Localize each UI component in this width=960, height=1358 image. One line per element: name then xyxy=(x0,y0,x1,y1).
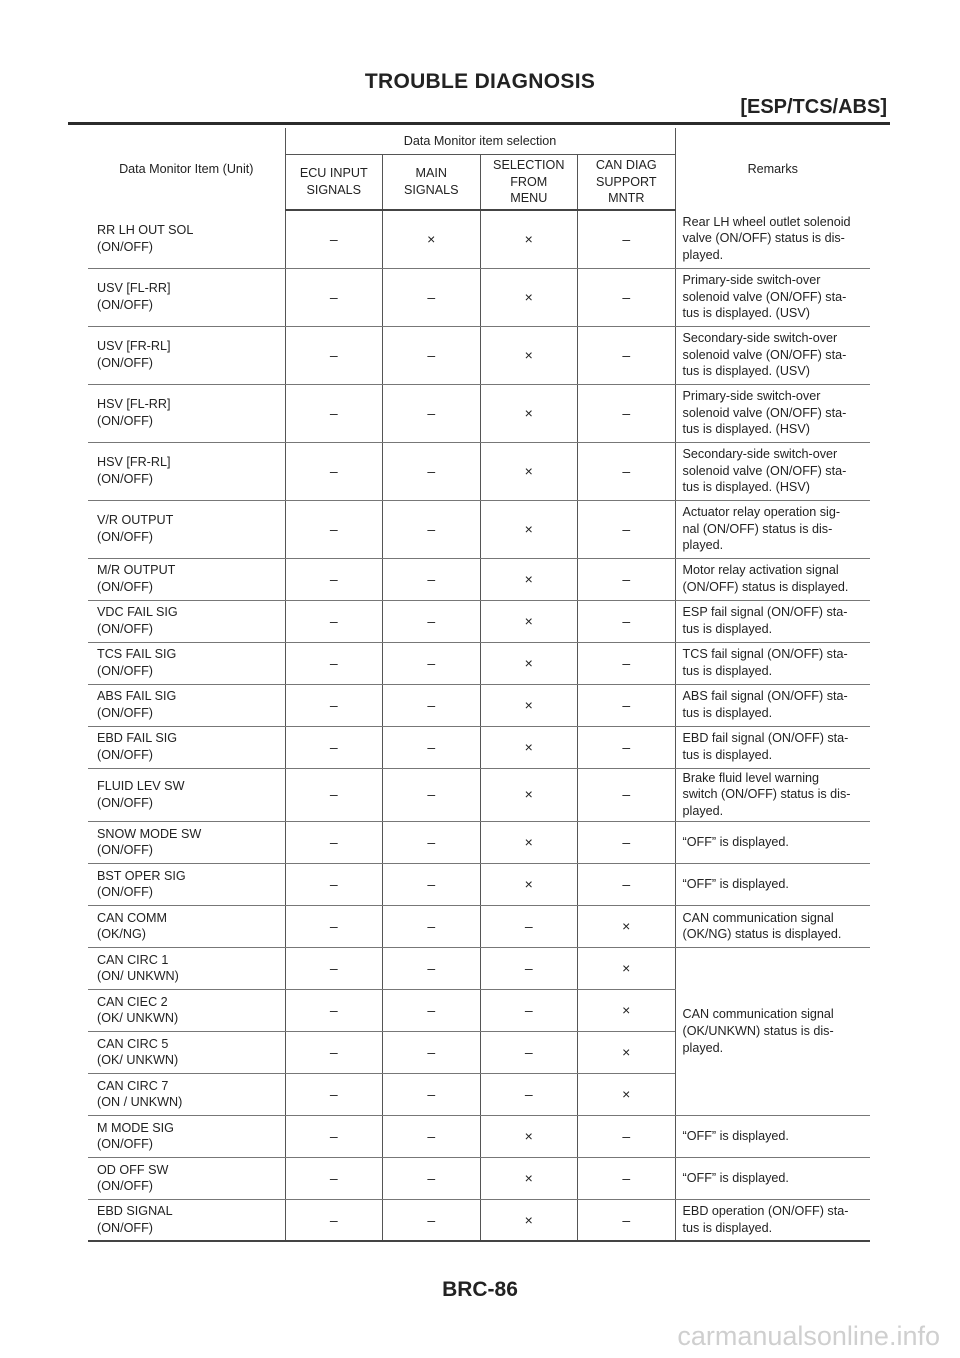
selection-mark: – xyxy=(578,500,676,558)
monitor-item-cell xyxy=(88,600,285,642)
monitor-item-name: EBD SIGNAL xyxy=(97,1204,173,1219)
selection-mark: × xyxy=(480,1199,578,1241)
selection-mark: × xyxy=(383,210,481,268)
remarks-cell xyxy=(675,500,870,558)
monitor-item-cell xyxy=(88,989,285,1031)
table-row xyxy=(88,947,870,989)
selection-mark: – xyxy=(578,726,676,768)
selection-mark: – xyxy=(480,989,578,1031)
remarks-line: (OK/UNKWN) status is dis- xyxy=(682,1023,834,1038)
selection-mark: – xyxy=(285,684,383,726)
selection-mark: × xyxy=(480,1157,578,1199)
selection-mark: × xyxy=(578,905,676,947)
monitor-item-unit: (OK/ UNKWN) xyxy=(97,1053,179,1068)
monitor-item-cell xyxy=(88,1115,285,1157)
remarks-cell xyxy=(675,384,870,442)
selection-mark: – xyxy=(578,684,676,726)
selection-mark: – xyxy=(285,1157,383,1199)
selection-mark: – xyxy=(383,1073,481,1115)
remarks-line: nal (ON/OFF) status is dis- xyxy=(682,521,833,536)
monitor-item-name: BST OPER SIG xyxy=(97,868,186,883)
remarks-line: EBD operation (ON/OFF) sta- xyxy=(682,1204,849,1219)
monitor-item-unit: (ON/OFF) xyxy=(97,1221,153,1236)
monitor-item-unit: (ON/OFF) xyxy=(97,356,153,370)
monitor-item-name: SNOW MODE SW xyxy=(97,826,202,841)
selection-mark: – xyxy=(285,905,383,947)
selection-mark: – xyxy=(383,268,481,326)
remarks-line: played. xyxy=(682,804,724,819)
selection-mark: – xyxy=(383,384,481,442)
watermark: carmanualsonline.info xyxy=(677,1321,940,1351)
selection-mark: × xyxy=(578,989,676,1031)
monitor-item-name: CAN CIEC 2 xyxy=(97,994,168,1009)
monitor-item-cell xyxy=(88,1199,285,1241)
remarks-line: Primary-side switch-over xyxy=(682,272,821,287)
table-row xyxy=(88,726,870,768)
remarks-cell xyxy=(675,268,870,326)
remarks-line: tus is displayed. (USV) xyxy=(682,306,810,321)
monitor-item-name: CAN CIRC 7 xyxy=(97,1078,169,1093)
remarks-cell xyxy=(675,726,870,768)
selection-mark: – xyxy=(578,1115,676,1157)
monitor-item-cell xyxy=(88,684,285,726)
selection-mark: – xyxy=(578,210,676,268)
monitor-item-unit: (ON/OFF) xyxy=(97,885,153,900)
selection-mark: × xyxy=(480,863,578,905)
remarks-line: tus is displayed. xyxy=(682,1221,773,1236)
monitor-item-cell xyxy=(88,821,285,863)
monitor-item-name: USV [FR-RL] xyxy=(97,339,171,354)
selection-mark: – xyxy=(578,821,676,863)
remarks-line: tus is displayed. xyxy=(682,706,773,720)
selection-mark: – xyxy=(383,1115,481,1157)
monitor-item-cell xyxy=(88,1157,285,1199)
remarks-line: CAN communication signal xyxy=(682,910,834,925)
selection-mark: – xyxy=(383,1157,481,1199)
selection-mark: – xyxy=(480,905,578,947)
remarks-line: ESP fail signal (ON/OFF) sta- xyxy=(682,605,848,620)
monitor-item-unit: (ON/OFF) xyxy=(97,795,153,810)
monitor-item-name: CAN CIRC 5 xyxy=(97,1036,169,1051)
table-row xyxy=(88,1157,870,1199)
monitor-item-unit: (ON/OFF) xyxy=(97,414,153,428)
monitor-item-cell xyxy=(88,726,285,768)
selection-mark: × xyxy=(480,642,578,684)
remarks-cell xyxy=(675,684,870,726)
selection-mark: – xyxy=(578,768,676,821)
monitor-item-unit: (ON / UNKWN) xyxy=(97,1095,183,1110)
monitor-item-unit: (ON/OFF) xyxy=(97,580,153,594)
remarks-line: “OFF” is displayed. xyxy=(682,1128,789,1143)
monitor-item-cell xyxy=(88,1073,285,1115)
monitor-item-name: M/R OUTPUT xyxy=(97,563,176,578)
monitor-item-name: USV [FL-RR] xyxy=(97,281,171,296)
data-monitor-table xyxy=(88,128,870,1242)
monitor-item-unit: (ON/OFF) xyxy=(97,748,153,762)
selection-mark: – xyxy=(383,1199,481,1241)
selection-mark: – xyxy=(285,600,383,642)
remarks-line: (ON/OFF) status is displayed. xyxy=(682,580,849,594)
remarks-line: solenoid valve (ON/OFF) sta- xyxy=(682,289,847,304)
selection-mark: – xyxy=(383,326,481,384)
remarks-line: solenoid valve (ON/OFF) sta- xyxy=(682,463,847,478)
table-row xyxy=(88,210,870,268)
selection-mark: – xyxy=(285,821,383,863)
selection-mark: × xyxy=(480,558,578,600)
monitor-item-unit: (OK/NG) xyxy=(97,927,146,942)
remarks-line: played. xyxy=(682,538,724,553)
selection-mark: – xyxy=(285,442,383,500)
selection-mark: – xyxy=(578,642,676,684)
selection-mark: – xyxy=(383,989,481,1031)
column-header-can-diag-support-mntr: CAN DIAG SUPPORT MNTR xyxy=(578,155,676,211)
selection-mark: – xyxy=(285,268,383,326)
remarks-cell xyxy=(675,600,870,642)
remarks-line: solenoid valve (ON/OFF) sta- xyxy=(682,405,847,420)
selection-mark: – xyxy=(285,947,383,989)
remarks-cell xyxy=(675,947,870,1115)
remarks-line: “OFF” is displayed. xyxy=(682,834,789,849)
selection-mark: × xyxy=(578,1031,676,1073)
selection-mark: – xyxy=(285,1115,383,1157)
remarks-cell xyxy=(675,558,870,600)
selection-mark: – xyxy=(383,642,481,684)
remarks-cell xyxy=(675,905,870,947)
table-row xyxy=(88,500,870,558)
remarks-line: “OFF” is displayed. xyxy=(682,876,789,891)
monitor-item-name: M MODE SIG xyxy=(97,1120,174,1135)
table-row xyxy=(88,442,870,500)
table-row xyxy=(88,326,870,384)
remarks-cell xyxy=(675,642,870,684)
monitor-item-name: VDC FAIL SIG xyxy=(97,605,178,620)
monitor-item-name: HSV [FL-RR] xyxy=(97,397,171,412)
remarks-line: Motor relay activation signal xyxy=(682,563,839,578)
monitor-item-name: FLUID LEV SW xyxy=(97,778,185,793)
monitor-item-cell xyxy=(88,905,285,947)
column-header-item: Data Monitor Item (Unit) xyxy=(119,161,254,176)
monitor-item-unit: (ON/OFF) xyxy=(97,843,153,858)
selection-mark: – xyxy=(578,863,676,905)
selection-mark: – xyxy=(383,821,481,863)
monitor-item-unit: (ON/OFF) xyxy=(97,664,153,678)
monitor-item-cell xyxy=(88,863,285,905)
remarks-line: switch (ON/OFF) status is dis- xyxy=(682,787,851,802)
remarks-line: Secondary-side switch-over xyxy=(682,330,838,345)
selection-mark: × xyxy=(480,768,578,821)
selection-mark: – xyxy=(285,726,383,768)
page-number: BRC-86 xyxy=(442,1278,518,1301)
monitor-item-cell xyxy=(88,442,285,500)
selection-mark: × xyxy=(480,442,578,500)
monitor-item-cell xyxy=(88,558,285,600)
remarks-line: “OFF” is displayed. xyxy=(682,1170,789,1185)
selection-mark: – xyxy=(578,1199,676,1241)
column-header-selection-from-menu: SELECTION FROM MENU xyxy=(480,155,578,211)
selection-mark: – xyxy=(285,500,383,558)
table-row xyxy=(88,1115,870,1157)
selection-mark: × xyxy=(480,210,578,268)
monitor-item-unit: (ON/OFF) xyxy=(97,298,153,312)
table-row xyxy=(88,684,870,726)
monitor-item-cell xyxy=(88,500,285,558)
selection-mark: – xyxy=(480,1031,578,1073)
selection-mark: – xyxy=(285,989,383,1031)
selection-mark: – xyxy=(383,905,481,947)
selection-mark: – xyxy=(578,326,676,384)
selection-mark: × xyxy=(480,821,578,863)
monitor-item-unit: (ON/OFF) xyxy=(97,1179,153,1194)
remarks-line: ABS fail signal (ON/OFF) sta- xyxy=(682,689,848,704)
selection-mark: – xyxy=(578,442,676,500)
selection-mark: × xyxy=(480,1115,578,1157)
selection-mark: × xyxy=(578,947,676,989)
table-row xyxy=(88,558,870,600)
remarks-line: Actuator relay operation sig- xyxy=(682,504,841,519)
selection-mark: – xyxy=(383,726,481,768)
remarks-line: tus is displayed. xyxy=(682,622,773,636)
remarks-cell xyxy=(675,768,870,821)
remarks-line: tus is displayed. (HSV) xyxy=(682,422,810,437)
table-row xyxy=(88,384,870,442)
table-row xyxy=(88,600,870,642)
selection-mark: – xyxy=(285,768,383,821)
remarks-line: tus is displayed. (USV) xyxy=(682,364,810,379)
selection-mark: – xyxy=(383,863,481,905)
column-header-selection-group: Data Monitor item selection xyxy=(285,128,675,155)
selection-mark: – xyxy=(578,1157,676,1199)
selection-mark: × xyxy=(480,600,578,642)
column-header-main-signals: MAIN SIGNALS xyxy=(383,155,481,211)
selection-mark: – xyxy=(285,210,383,268)
remarks-line: Rear LH wheel outlet solenoid xyxy=(682,214,851,229)
remarks-line: TCS fail signal (ON/OFF) sta- xyxy=(682,647,848,662)
monitor-item-name: CAN CIRC 1 xyxy=(97,952,169,967)
remarks-cell xyxy=(675,863,870,905)
monitor-item-cell xyxy=(88,326,285,384)
remarks-line: CAN communication signal xyxy=(682,1007,834,1022)
selection-mark: – xyxy=(285,384,383,442)
selection-mark: – xyxy=(383,684,481,726)
table-row xyxy=(88,905,870,947)
selection-mark: × xyxy=(480,326,578,384)
selection-mark: – xyxy=(578,600,676,642)
remarks-cell xyxy=(675,442,870,500)
remarks-cell xyxy=(675,210,870,268)
monitor-item-unit: (ON/ UNKWN) xyxy=(97,969,179,984)
monitor-item-name: CAN COMM xyxy=(97,910,167,925)
selection-mark: × xyxy=(480,384,578,442)
selection-mark: × xyxy=(480,268,578,326)
header-rule xyxy=(68,122,890,125)
monitor-item-cell xyxy=(88,768,285,821)
selection-mark: – xyxy=(383,947,481,989)
remarks-line: solenoid valve (ON/OFF) sta- xyxy=(682,347,847,362)
remarks-line: EBD fail signal (ON/OFF) sta- xyxy=(682,731,849,746)
monitor-item-cell xyxy=(88,268,285,326)
table-row xyxy=(88,863,870,905)
monitor-item-unit: (ON/OFF) xyxy=(97,706,153,720)
table-row xyxy=(88,768,870,821)
remarks-line: tus is displayed. xyxy=(682,748,773,762)
monitor-item-unit: (OK/ UNKWN) xyxy=(97,1011,179,1026)
selection-mark: – xyxy=(285,558,383,600)
remarks-line: played. xyxy=(682,1040,724,1055)
selection-mark: – xyxy=(285,1073,383,1115)
remarks-line: tus is displayed. xyxy=(682,664,773,678)
table-row xyxy=(88,642,870,684)
remarks-line: (OK/NG) status is displayed. xyxy=(682,927,842,942)
remarks-line: valve (ON/OFF) status is dis- xyxy=(682,231,845,246)
selection-mark: – xyxy=(383,442,481,500)
monitor-item-name: V/R OUTPUT xyxy=(97,513,174,528)
table-row xyxy=(88,1199,870,1241)
selection-mark: – xyxy=(383,558,481,600)
section-tag: [ESP/TCS/ABS] xyxy=(740,96,887,118)
selection-mark: – xyxy=(578,384,676,442)
monitor-item-name: RR LH OUT SOL xyxy=(97,222,194,237)
remarks-line: played. xyxy=(682,248,724,263)
remarks-line: Primary-side switch-over xyxy=(682,388,821,403)
selection-mark: – xyxy=(285,642,383,684)
column-header-ecu-input-signals: ECU INPUT SIGNALS xyxy=(285,155,383,211)
monitor-item-cell xyxy=(88,210,285,268)
monitor-item-cell xyxy=(88,384,285,442)
selection-mark: – xyxy=(578,268,676,326)
table-row xyxy=(88,821,870,863)
remarks-line: tus is displayed. (HSV) xyxy=(682,480,810,495)
monitor-item-name: HSV [FR-RL] xyxy=(97,455,171,470)
selection-mark: – xyxy=(383,1031,481,1073)
selection-mark: × xyxy=(480,726,578,768)
remarks-line: Secondary-side switch-over xyxy=(682,446,838,461)
monitor-item-unit: (ON/OFF) xyxy=(97,239,153,254)
monitor-item-unit: (ON/OFF) xyxy=(97,1137,153,1152)
monitor-item-name: OD OFF SW xyxy=(97,1162,169,1177)
selection-mark: × xyxy=(480,500,578,558)
remarks-cell xyxy=(675,1115,870,1157)
remarks-cell xyxy=(675,821,870,863)
monitor-item-name: EBD FAIL SIG xyxy=(97,731,178,746)
selection-mark: – xyxy=(285,1199,383,1241)
selection-mark: × xyxy=(578,1073,676,1115)
monitor-item-name: TCS FAIL SIG xyxy=(97,647,177,662)
remarks-cell xyxy=(675,1157,870,1199)
remarks-cell xyxy=(675,326,870,384)
selection-mark: – xyxy=(480,947,578,989)
monitor-item-cell xyxy=(88,642,285,684)
monitor-item-unit: (ON/OFF) xyxy=(97,622,153,636)
column-header-remarks: Remarks xyxy=(675,128,870,210)
selection-mark: – xyxy=(383,500,481,558)
monitor-item-cell xyxy=(88,947,285,989)
selection-mark: – xyxy=(578,558,676,600)
monitor-item-unit: (ON/OFF) xyxy=(97,530,153,544)
selection-mark: – xyxy=(480,1073,578,1115)
selection-mark: – xyxy=(285,1031,383,1073)
selection-mark: × xyxy=(480,684,578,726)
page-title: TROUBLE DIAGNOSIS xyxy=(364,70,596,93)
selection-mark: – xyxy=(383,768,481,821)
remarks-cell xyxy=(675,1199,870,1241)
monitor-item-cell xyxy=(88,1031,285,1073)
table-row xyxy=(88,268,870,326)
selection-mark: – xyxy=(285,863,383,905)
selection-mark: – xyxy=(285,326,383,384)
remarks-line: Brake fluid level warning xyxy=(682,770,820,785)
monitor-item-unit: (ON/OFF) xyxy=(97,472,153,486)
selection-mark: – xyxy=(383,600,481,642)
monitor-item-name: ABS FAIL SIG xyxy=(97,689,177,704)
